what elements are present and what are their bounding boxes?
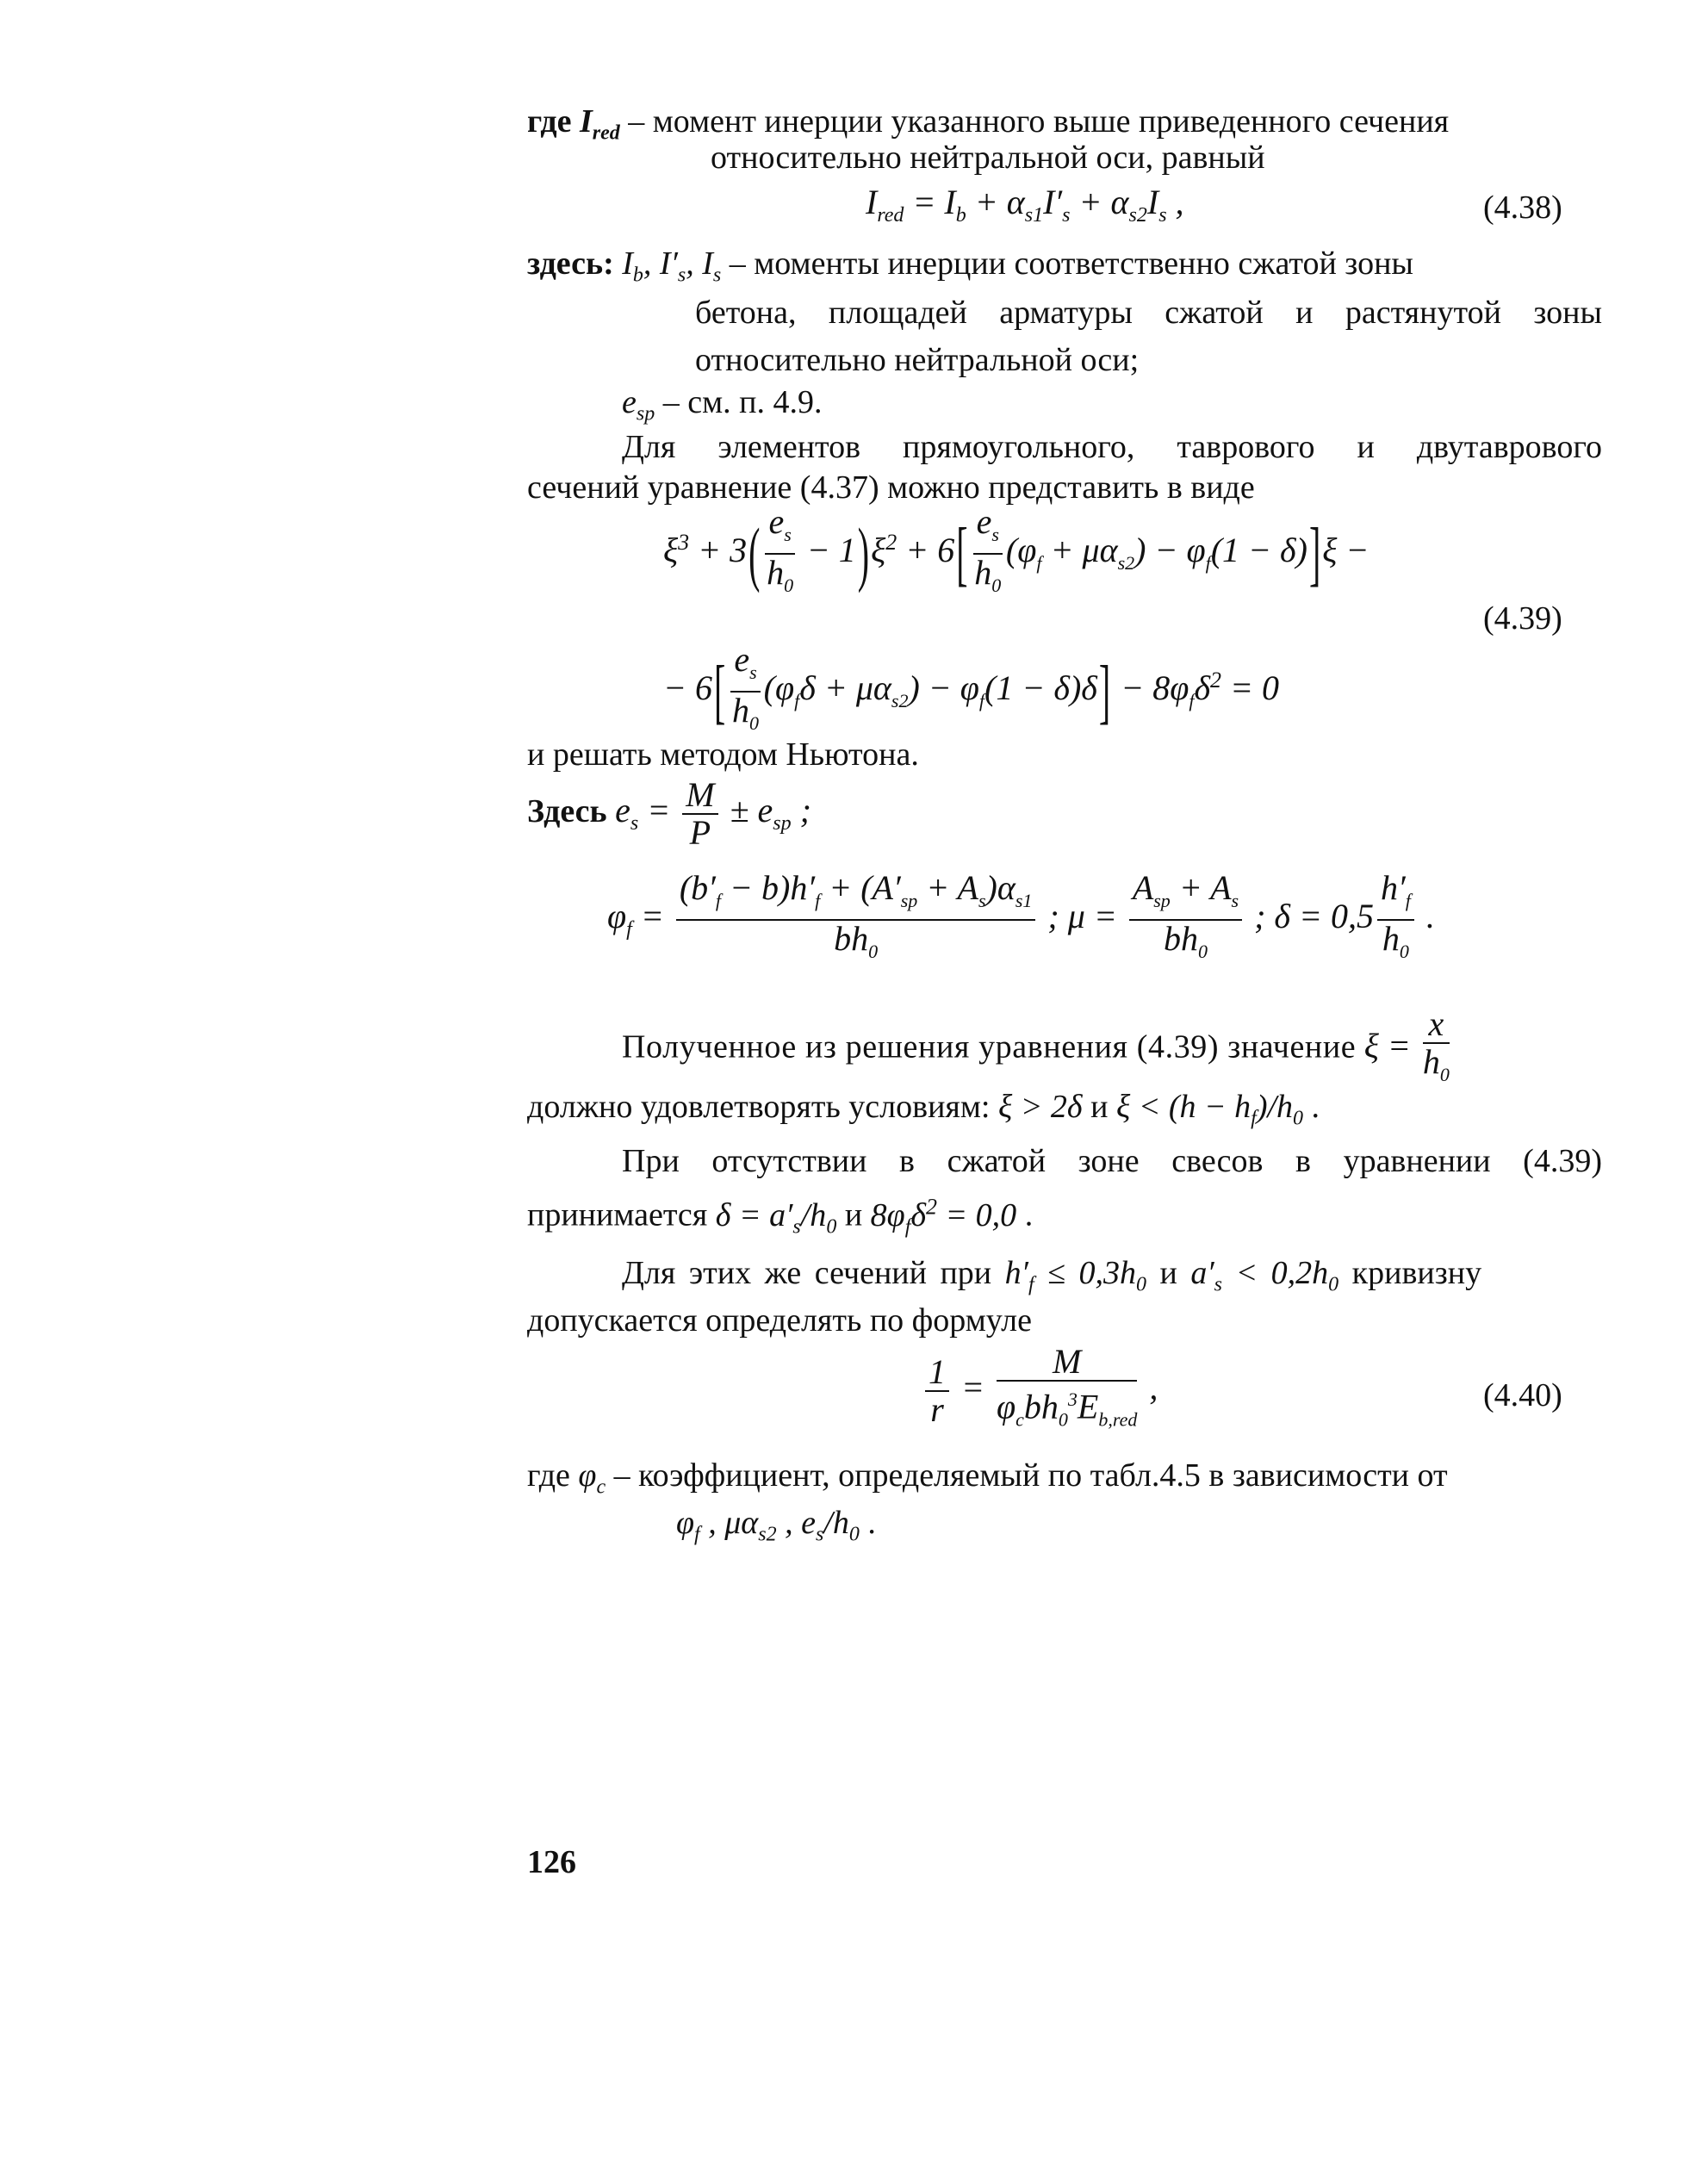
equation-number-4-39: (4.39) xyxy=(1483,600,1562,637)
text-line-5: относительно нейтральной оси; xyxy=(695,342,1140,378)
equation-phi-mu-delta: $\varphi_f$ = $\frac{(b'_f - b)h'_f + (A'_{sp} + A_s)\alpha_{s1}}{bh_0}$ ; μ = $\frac{A_{sp} + A_s}{bh_0}$ ; δ = 0,5 $\frac{h'_f}{h_0}$ . xyxy=(607,868,1435,962)
line-12-text: должно удовлетворять условиям: xyxy=(527,1089,991,1125)
where-word-2: где xyxy=(527,1457,570,1494)
text-line-12: должно удовлетворять условиям: ξ > 2δ и $\xi < (h - h_f)/h_0$ . xyxy=(527,1089,1320,1130)
here-word: здесь: xyxy=(527,245,614,282)
text-line-11: Полученное из решения уравнения (4.39) значение ξ = $\frac{x}{h_0}$ xyxy=(622,1004,1450,1085)
text-line-16: допускается определять по формуле xyxy=(527,1302,1032,1339)
where-word: где xyxy=(527,103,572,140)
text-line-18: $\varphi_f$ , $\mu\alpha_{s2}$ , $e_s/h_0$ . xyxy=(676,1505,876,1546)
line-17-text: – коэффициент, определяемый по табл.4.5 в зависимости от xyxy=(613,1457,1448,1494)
text-line-4: бетона, площадей арматуры сжатой и растянутой зоны xyxy=(695,295,1602,331)
text-line-9: и решать методом Ньютона. xyxy=(527,736,919,773)
page-number: 126 xyxy=(527,1844,576,1880)
text-line-10: Здесь $e_s$ = $\frac{M}{P}$ ± $e_{sp}$ ; xyxy=(527,775,811,852)
line-6-text: – см. п. 4.9. xyxy=(662,384,823,420)
text-line-2: относительно нейтральной оси, равный xyxy=(711,140,1265,176)
line-14-text: принимается xyxy=(527,1196,708,1233)
line-11-text: Полученное из решения уравнения (4.39) значение xyxy=(622,1028,1357,1065)
equation-number-4-38: (4.38) xyxy=(1483,189,1562,226)
text-line-15: Для этих же сечений при $h'_f \le 0,3h_0$ и $a'_s < 0,2h_0$ кривизну xyxy=(622,1255,1482,1296)
text-line-7: Для элементов прямоугольного, таврового и двутаврового xyxy=(622,429,1602,465)
line-15-text-a: Для этих же сечений при xyxy=(622,1255,992,1291)
line-3-text: – моменты инерции соответственно сжатой зоны xyxy=(729,245,1413,282)
equation-4-40: $\frac{1}{r}$ = $\frac{M}{\varphi_cbh_0^3E_{b,red}}$ , xyxy=(922,1344,1158,1438)
equation-4-39-line-2: − 6[ $\frac{e_s}{h_0}$ $(\varphi_f\delta + \mu\alpha_{s2}) - \varphi_f(1 - \delta)\delta] - 8\varphi_f\delta^2 = 0$ xyxy=(663,640,1280,734)
here-word-2: Здесь xyxy=(527,793,607,830)
equation-4-39-line-1: $\xi^3 + 3$( $\frac{e_s}{h_0}$ − $1)\xi^2 + 6$[ $\frac{e_s}{h_0}$ $(\varphi_f + \mu\alpha_{s2}) - \varphi_f(1 - \delta)]\xi$ − xyxy=(663,502,1370,596)
text-line-13: При отсутствии в сжатой зоне свесов в уравнении (4.39) xyxy=(622,1143,1602,1179)
equation-number-4-40: (4.40) xyxy=(1483,1377,1562,1413)
var-i-red: $I_{red}$ xyxy=(579,103,620,145)
text-line-3: здесь: $I_b$, $I'_s$, $I_s$ – моменты инерции соответственно сжатой зоны xyxy=(527,245,1413,287)
line-1-text: – момент инерции указанного выше приведенного сечения xyxy=(628,103,1450,140)
text-line-6: $e_{sp}$ – см. п. 4.9. xyxy=(622,384,823,426)
text-line-14: принимается $\delta = a'_s/h_0$ и $8\varphi_f\delta^2 = 0,0$ . xyxy=(527,1194,1034,1239)
text-line-17: где $\varphi_c$ – коэффициент, определяемый по табл.4.5 в зависимости от xyxy=(527,1457,1448,1499)
text-line-8: сечений уравнение (4.37) можно представить в виде xyxy=(527,469,1255,506)
line-15-text-b: кривизну xyxy=(1351,1255,1482,1291)
equation-4-38: $I_{red} = I_b + \alpha_{s1}I'_s + \alpha_{s2}I_s$ , xyxy=(866,183,1184,227)
